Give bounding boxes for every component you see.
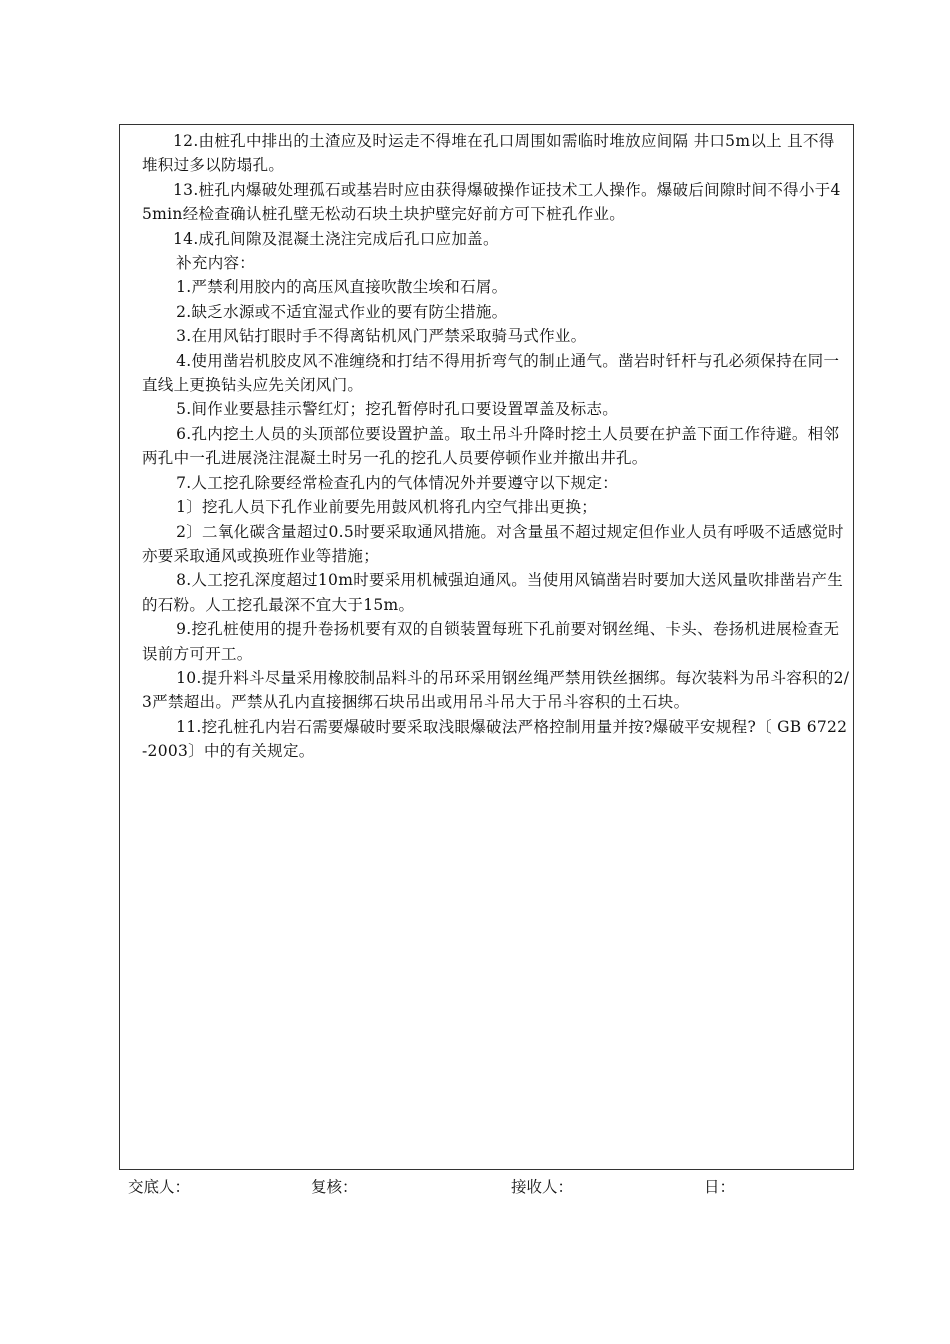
supplement-item-7-2: 2〕二氧化碳含量超过0.5时要采取通风措施。对含量虽不超过规定但作业人员有呼吸不适感觉时亦要采取通风或换班作业等措施；: [142, 522, 844, 565]
reviewer-label: 复核：: [311, 1178, 358, 1196]
supplement-item-7: 7.人工挖孔除要经常检查孔内的气体情况外并要遵守以下规定：: [176, 473, 619, 492]
supplement-item-6: 6.孔内挖土人员的头顶部位要设置护盖。取土吊斗升降时挖土人员要在护盖下面工作待避。相邻两孔中一孔进展浇注混凝土时另一孔的挖孔人员要停顿作业并撤出井孔。: [142, 424, 840, 468]
supplement-heading: 补充内容：: [176, 254, 256, 273]
handover-person-label: 交底人：: [128, 1178, 191, 1196]
supplement-item-10: 10.提升料斗尽量采用橡胶制品料斗的吊环采用钢丝绳严禁用铁丝捆绑。每次装料为吊斗容积的2/3严禁超出。严禁从孔内直接捆绑石块吊出或用吊斗吊大于吊斗容积的土石块。: [142, 668, 850, 712]
supplement-item-2: 2.缺乏水源或不适宜湿式作业的要有防尘措施。: [176, 302, 508, 321]
supplement-item-4: 4.使用凿岩机胶皮风不准缠绕和打结不得用折弯气的制止通气。凿岩时钎杆与孔必须保持在同一直线上更换钻头应先关闭风门。: [142, 351, 840, 395]
document-body: [142, 129, 850, 764]
supplement-item-9: 9.挖孔桩使用的提升卷扬机要有双的自锁装置每班下孔前要对钢丝绳、卡头、卷扬机进展检查无误前方可开工。: [142, 620, 840, 663]
supplement-item-1: 1.严禁利用胶内的高压风直接吹散尘埃和石屑。: [176, 278, 508, 297]
signature-footer: [0, 1175, 950, 1199]
paragraph-item-14: 14.成孔间隙及混凝土浇注完成后孔口应加盖。: [173, 229, 499, 248]
supplement-item-3: 3.在用风钻打眼时手不得离钻机风门严禁采取骑马式作业。: [176, 327, 587, 346]
supplement-item-5: 5.间作业要悬挂示警红灯；挖孔暂停时孔口要设置罩盖及标志。: [176, 400, 619, 419]
supplement-item-8: 8.人工挖孔深度超过10m时要采用机械强迫通风。当使用风镐凿岩时要加大送风量吹排凿岩产生的石粉。人工挖孔最深不宜大于15m。: [142, 571, 844, 614]
supplement-item-7-1: 1〕挖孔人员下孔作业前要先用鼓风机将孔内空气排出更换；: [176, 498, 598, 517]
receiver-label: 接收人：: [511, 1178, 574, 1196]
date-label: 日：: [704, 1178, 736, 1196]
document-frame: [119, 124, 854, 1170]
supplement-item-11: 11.挖孔桩孔内岩石需要爆破时要采取浅眼爆破法严格控制用量并按?爆破平安规程?〔 GB 6722-2003〕中的有关规定。: [142, 717, 848, 761]
paragraph-item-13: 13.桩孔内爆破处理孤石或基岩时应由获得爆破操作证技术工人操作。爆破后间隙时间不得小于45min经检查确认桩孔壁无松动石块土块护壁完好前方可下桩孔作业。: [142, 180, 841, 224]
paragraph-item-12: 12.由桩孔中排出的土渣应及时运走不得堆在孔口周围如需临时堆放应间隔 井口5m以上 且不得堆积过多以防塌孔。: [142, 132, 835, 175]
